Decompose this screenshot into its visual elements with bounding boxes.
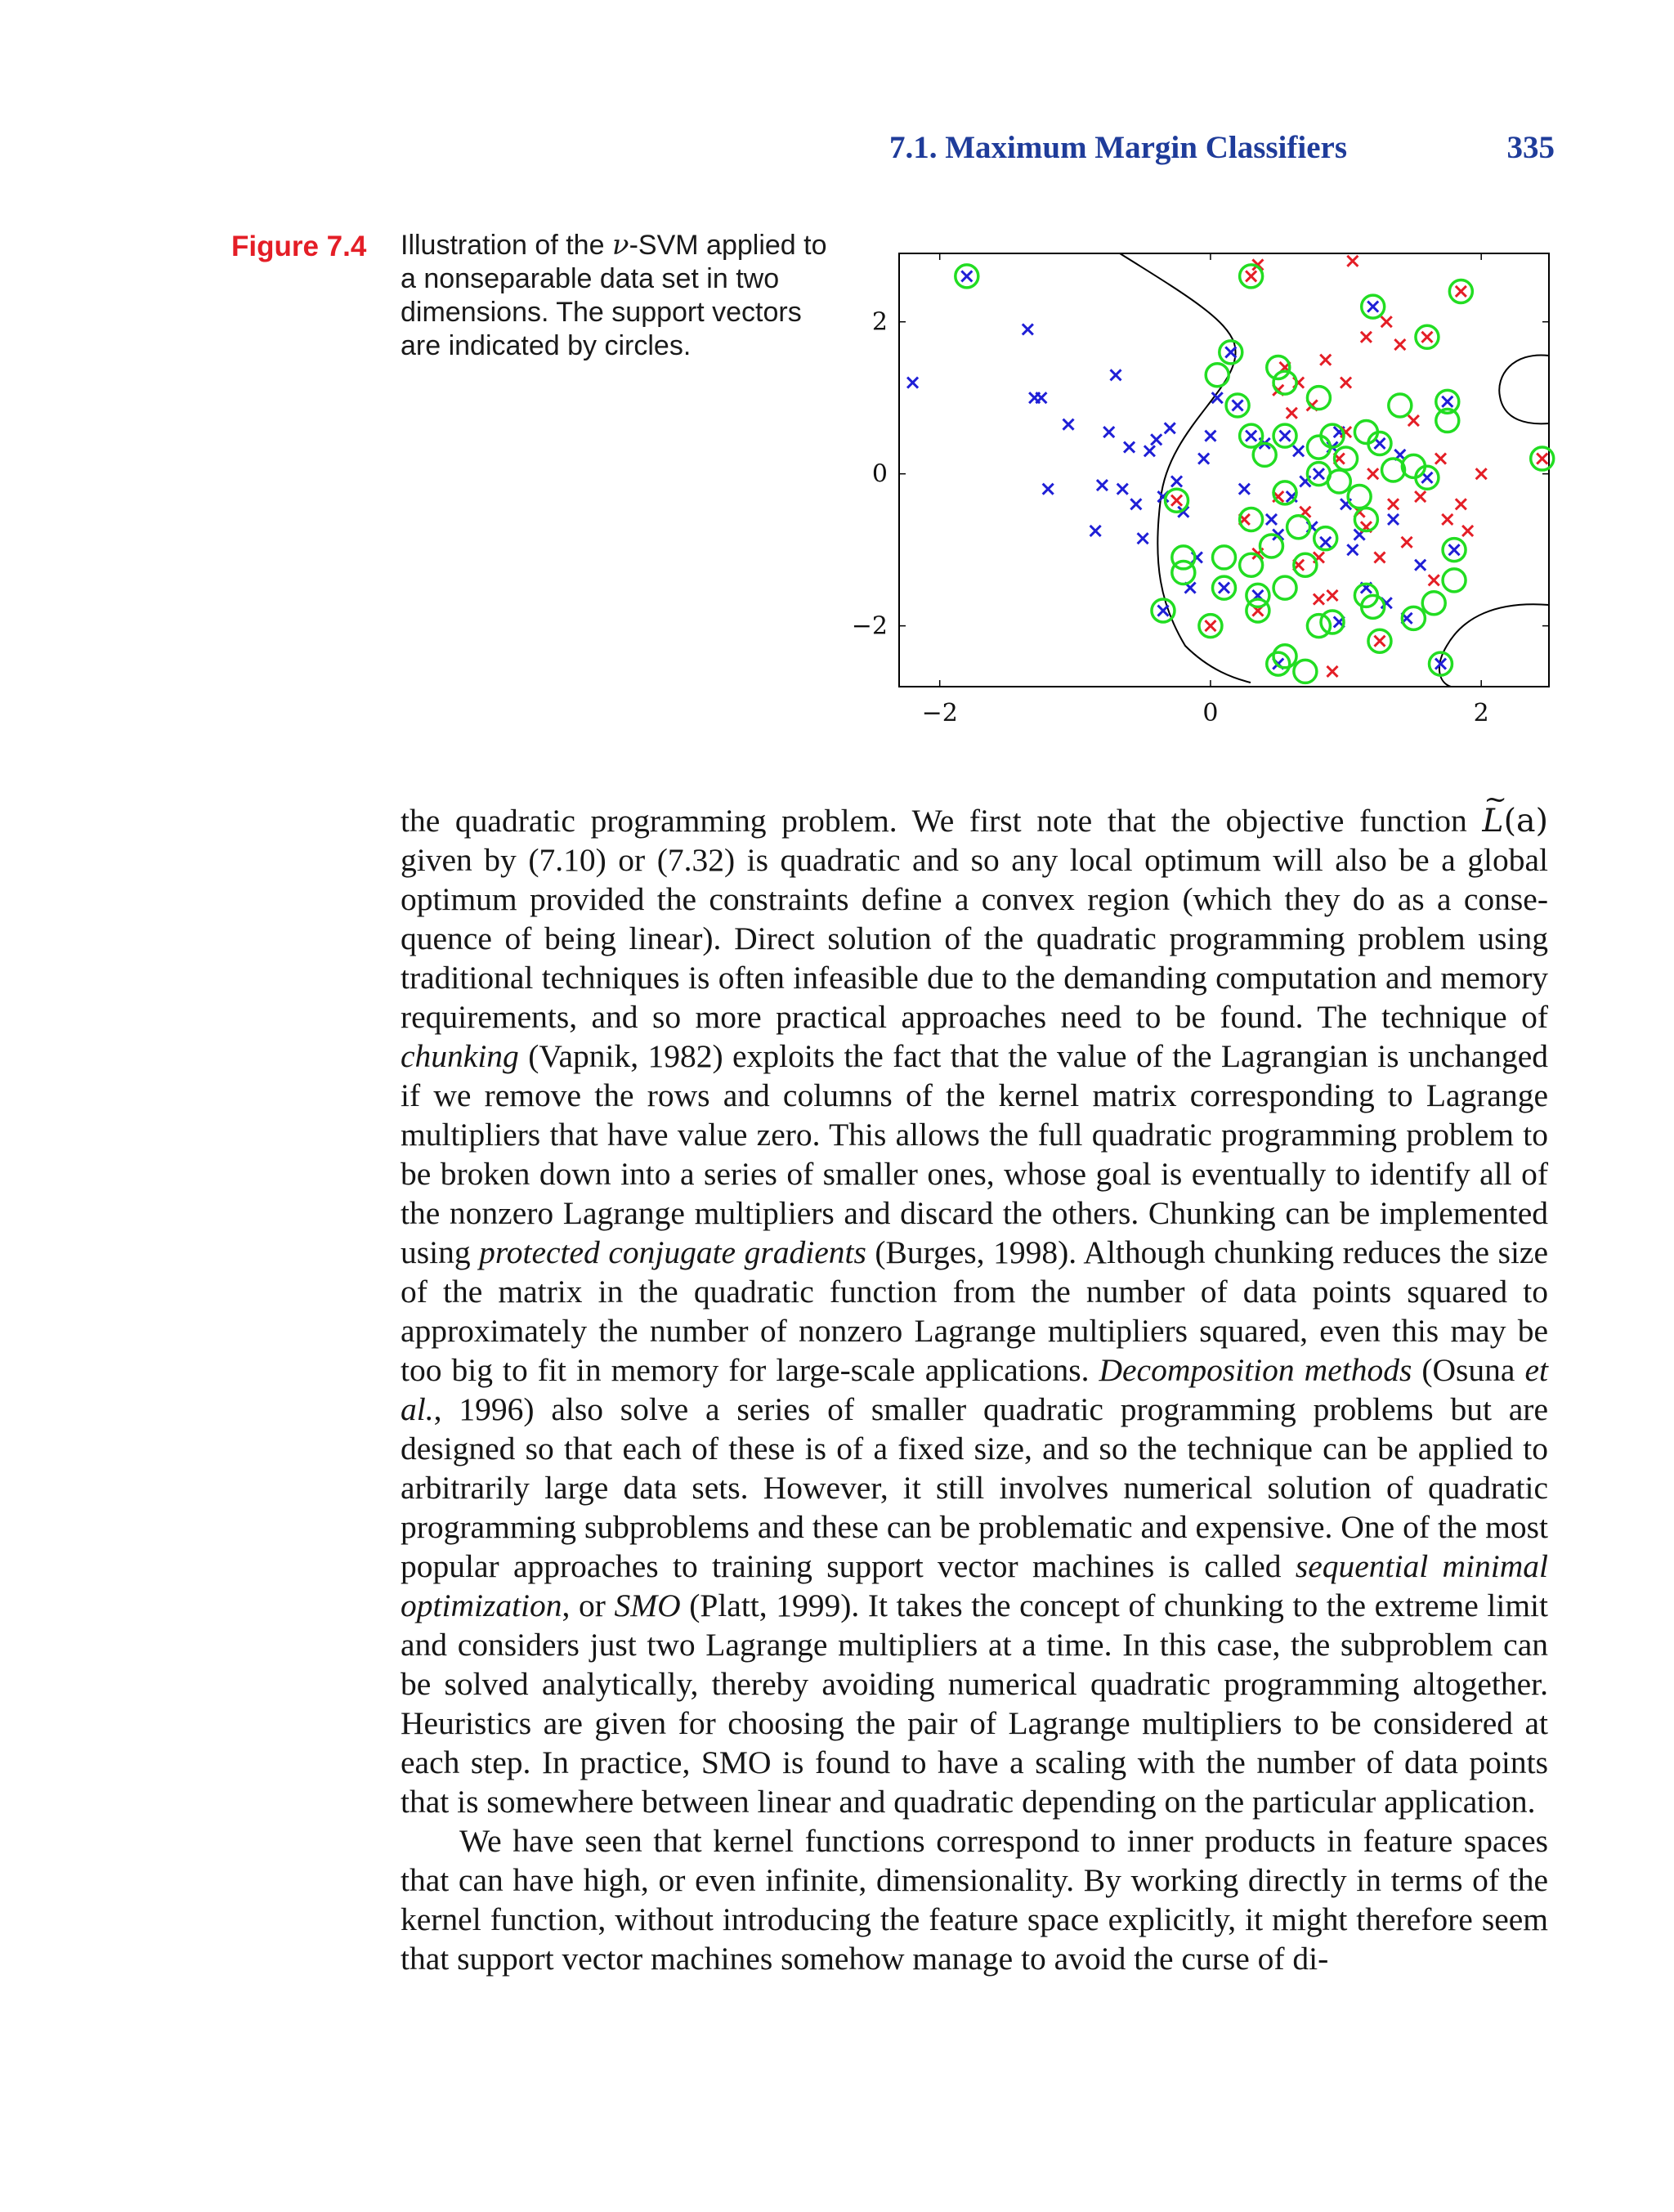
blue-point	[1063, 419, 1074, 430]
l-tilde: ~ L	[1482, 801, 1503, 840]
support-vector-ring	[1294, 660, 1317, 683]
red-point	[1402, 537, 1412, 548]
blue-point	[1347, 544, 1358, 555]
red-point	[1421, 332, 1432, 343]
blue-point	[1117, 484, 1128, 495]
paragraph-1	[401, 801, 1548, 1821]
support-vector-ring	[1314, 527, 1337, 550]
figure-label: Figure 7.4	[231, 231, 367, 262]
blue-point	[1449, 544, 1460, 555]
red-point	[1361, 332, 1372, 343]
blue-point	[1266, 514, 1277, 525]
blue-point	[1205, 431, 1215, 441]
support-vector-ring	[1389, 394, 1412, 417]
red-point	[1442, 514, 1452, 525]
support-vector-ring	[1273, 481, 1296, 504]
blue-point	[1124, 442, 1135, 453]
red-point	[1408, 415, 1419, 426]
y-axis	[852, 308, 1549, 641]
p1-f: , 1996) also solve a series of smaller quadratic programming problems but are designed so that each of these is of a fixed size, and so the technique can be applied to arbitrarily large data sets. However, it still involves numerical solution of quadratic programming subproblems and these can be problematic and expensive. One of the most popular approaches to training support vector machines is called	[401, 1391, 1548, 1584]
red-point	[1320, 355, 1331, 365]
red-point	[1314, 594, 1324, 605]
red-point	[1171, 495, 1182, 506]
et-al: et al.	[401, 1352, 1548, 1427]
p1-h: (Platt, 1999). It takes the concept of chunking to the extreme limit and considers just two Lagrange multipliers at a time. In this case, the subproblem can be solved analytically, thereby avoiding numerical quadratic programming altogether. Heuristics are given for choosing the pair of Lagrange multipliers to be considered at each step. In practice, SMO is found to have a scaling with the number of data points that is somewhere between linear and quadratic depending on the particular application.	[401, 1587, 1549, 1820]
decision-boundary-right-lower	[1439, 604, 1549, 687]
red-point	[1435, 454, 1446, 464]
blue-point	[1157, 606, 1168, 616]
p1-e: (Osuna	[1412, 1352, 1525, 1388]
paragraph-2: We have seen that kernel functions correspond to inner products in feature spaces that can have high, or even infinite, dimensionality. By working directly in terms of the kernel function, without introducing the feature space explicitly, it might therefore seem that support vector machines somehow manage to avoid the curse of di-	[401, 1823, 1548, 1977]
blue-point	[1111, 369, 1121, 380]
red-point	[1456, 499, 1466, 509]
red-point	[1341, 378, 1351, 388]
body-text	[401, 801, 1548, 1978]
p1-a: the quadratic programming problem. We first note that the objective function	[401, 803, 1483, 839]
support-vector-ring	[1213, 546, 1236, 569]
term-chunking: chunking	[401, 1038, 519, 1074]
p1-c: (Vapnik, 1982) exploits the fact that the value of the Lagrangian is unchanged if we remove the rows and columns of the kernel matrix corresponding to Lagrange multipliers that have value zero. This allows the full quadratic programming problem to be broken down into a series of smaller ones, whose goal is eventually to identify all of the nonzero Lagrange multipliers and discard the others. Chunking can be implemented using	[401, 1038, 1548, 1270]
blue-point	[1198, 454, 1209, 464]
decision-boundary-center	[1120, 253, 1251, 683]
running-head	[883, 129, 1568, 175]
red-point	[1429, 575, 1439, 585]
red-point	[1388, 499, 1399, 509]
figure-caption	[401, 229, 842, 363]
x-tick-label: 0	[1202, 699, 1219, 728]
blue-point	[1023, 324, 1033, 334]
red-point	[1381, 316, 1392, 327]
term-smo: SMO	[614, 1587, 681, 1623]
blue-point	[1293, 446, 1304, 456]
red-point	[1456, 286, 1466, 297]
blue-point	[1144, 446, 1155, 456]
blue-point	[1320, 537, 1331, 548]
blue-point	[1043, 484, 1054, 495]
red-point	[1374, 552, 1385, 562]
p1-d: (Burges, 1998). Although chunking reduces the size of the matrix in the quadratic function from the number of data points squared to approximately the number of nonzero Lagrange multipliers squared, even this may be too big to fit in memory for large-scale applications.	[401, 1234, 1548, 1388]
x-axis	[922, 253, 1489, 728]
support-vector-ring	[1307, 615, 1330, 638]
plot-frame	[899, 253, 1549, 687]
objective-function-symbol	[1482, 802, 1548, 840]
support-vector-ring	[1422, 592, 1445, 615]
blue-point	[1219, 583, 1229, 593]
blue-point	[1171, 476, 1182, 486]
blue-point	[1415, 560, 1426, 571]
blue-point	[907, 378, 918, 388]
x-tick-label: 2	[1473, 699, 1489, 728]
red-point	[1537, 454, 1547, 464]
support-vector-ring	[1253, 443, 1276, 466]
support-vector-ring	[1240, 553, 1263, 576]
support-vector-ring	[1348, 486, 1371, 508]
red-point	[1246, 271, 1256, 281]
blue-point	[1233, 400, 1243, 410]
term-decomposition-methods: Decomposition methods	[1099, 1352, 1412, 1388]
svm-scatter-plot	[842, 237, 1561, 744]
p1-b: given by (7.10) or (7.32) is quadratic and so any local optimum will also be a global optimum provided the constraints define a convex region (which they do as a consequence of being linear). Direct solution of the quadratic programming problem using traditional techniques is often infeasible due to the demanding computation and memory requirements, and so more practical approaches need to be found. The technique of	[401, 842, 1548, 1035]
support-vector-ring	[1287, 516, 1310, 539]
y-tick-label: 2	[871, 307, 888, 337]
blue-point	[1097, 480, 1108, 490]
x-tick-label: −2	[921, 699, 958, 728]
red-point	[1287, 408, 1297, 419]
nu-symbol: ν	[611, 229, 629, 262]
blue-point	[1138, 533, 1148, 544]
support-vector-ring	[1172, 562, 1195, 584]
red-point	[1415, 491, 1426, 502]
page-number: 335	[1506, 130, 1555, 165]
support-vector-ring	[1443, 569, 1466, 592]
caption-text-start: Illustration of the	[401, 230, 612, 261]
blue-point	[1246, 431, 1256, 441]
red-point	[1327, 666, 1338, 677]
term-smo-full: sequential minimal optimization	[401, 1548, 1548, 1623]
blue-point	[1130, 499, 1141, 509]
red-point	[1394, 339, 1405, 350]
support-vector-ring	[1206, 364, 1229, 387]
objective-function-arg: (a)	[1503, 802, 1548, 840]
support-vector-ring	[1307, 387, 1330, 410]
support-vector-ring	[1273, 576, 1296, 599]
blue-point	[1239, 484, 1250, 495]
data-points	[907, 256, 1547, 677]
red-point	[1347, 256, 1358, 266]
red-point	[1476, 468, 1487, 479]
caption-text-end: -SVM applied to a nonseparable data set in two dimensions. The support vectors are indicated by circles.	[401, 230, 827, 361]
blue-point	[1090, 526, 1101, 536]
blue-point	[1388, 514, 1399, 525]
y-tick-label: −2	[851, 611, 888, 641]
blue-point	[1165, 423, 1175, 433]
red-point	[1327, 590, 1338, 601]
blue-point	[1367, 302, 1378, 312]
red-point	[1367, 468, 1378, 479]
section-title: 7.1. Maximum Margin Classifiers	[889, 130, 1348, 165]
blue-point	[1280, 431, 1291, 441]
support-vector-ring	[1273, 371, 1296, 394]
blue-point	[1314, 468, 1324, 479]
p1-g: , or	[562, 1587, 615, 1623]
red-point	[1205, 620, 1215, 631]
support-vector-rings	[956, 265, 1554, 683]
blue-point	[1151, 434, 1162, 445]
blue-point	[1036, 392, 1046, 403]
blue-point	[961, 271, 972, 281]
decision-boundary-right-upper	[1499, 355, 1549, 423]
term-protected-conjugate-gradients: protected conjugate gradients	[479, 1234, 866, 1270]
red-point	[1462, 526, 1473, 536]
support-vector-ring	[1260, 535, 1282, 557]
blue-point	[1103, 427, 1114, 437]
blue-point	[1225, 347, 1236, 357]
red-point	[1374, 636, 1385, 647]
y-tick-label: 0	[871, 459, 888, 489]
blue-point	[1442, 396, 1452, 407]
